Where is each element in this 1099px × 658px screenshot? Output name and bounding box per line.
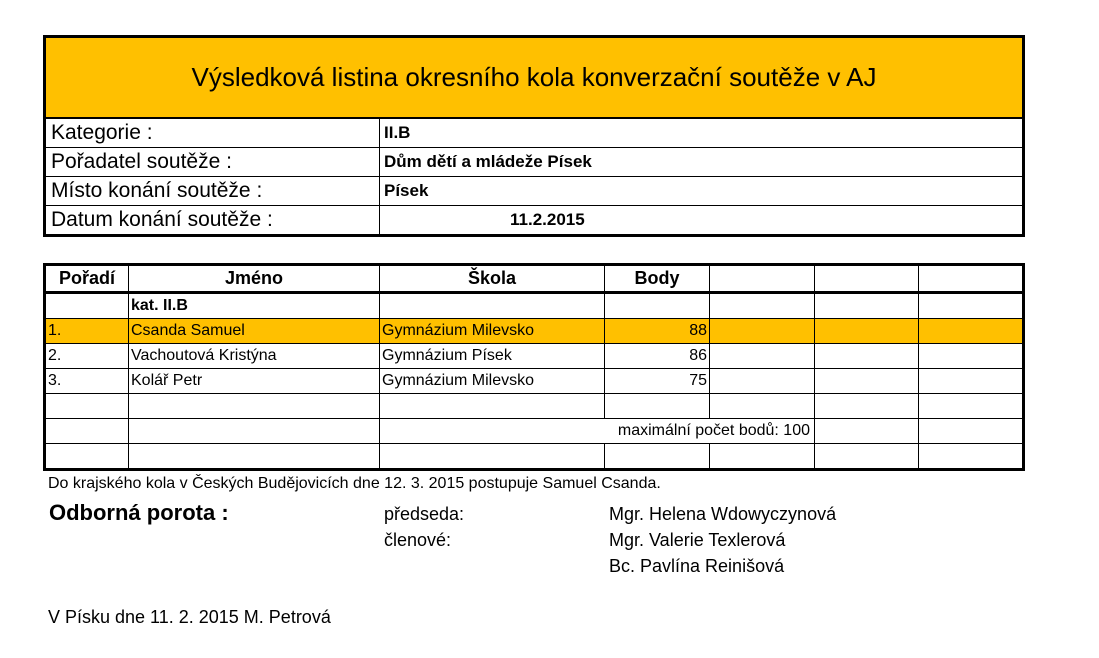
column-header-name: Jméno: [129, 265, 380, 293]
table-row: [45, 319, 1024, 344]
table-cell: [45, 394, 129, 419]
table-cell: [815, 319, 919, 344]
school-cell: Gymnázium Milevsko: [380, 319, 605, 344]
category-label: Kategorie :: [45, 118, 380, 148]
advance-note: Do krajského kola v Českých Budějovicích dne 12. 3. 2015 postupuje Samuel Csanda.: [48, 475, 661, 492]
points-cell: 75: [605, 369, 710, 394]
column-header-empty: [710, 265, 815, 293]
table-cell: [919, 319, 1024, 344]
category-group-label: kat. II.B: [129, 293, 380, 319]
header-block: [43, 35, 1025, 237]
chair-name: Mgr. Helena Wdowyczynová: [609, 504, 837, 524]
organizer-label: Pořadatel soutěže :: [45, 148, 380, 177]
table-cell: [380, 293, 605, 319]
table-cell: [919, 444, 1024, 470]
results-header-row: [45, 265, 1024, 293]
date-value: 11.2.2015: [380, 206, 1024, 236]
table-cell: [815, 344, 919, 369]
max-points-row: [45, 419, 1024, 444]
table-cell: [605, 444, 710, 470]
table-cell: [710, 394, 815, 419]
table-cell: [710, 319, 815, 344]
points-cell: 88: [605, 319, 710, 344]
signature-line: V Písku dne 11. 2. 2015 M. Petrová: [48, 607, 331, 627]
place-value: Písek: [380, 177, 1024, 206]
rank-cell: 3.: [45, 369, 129, 394]
place-row: [45, 177, 1024, 206]
school-cell: Gymnázium Milevsko: [380, 369, 605, 394]
table-cell: [815, 394, 919, 419]
table-row: [45, 444, 1024, 470]
date-label: Datum konání soutěže :: [45, 206, 380, 236]
table-cell: [45, 293, 129, 319]
column-header-school: Škola: [380, 265, 605, 293]
school-cell: Gymnázium Písek: [380, 344, 605, 369]
table-cell: [815, 293, 919, 319]
table-cell: [380, 394, 605, 419]
table-cell: [815, 444, 919, 470]
table-cell: [815, 419, 919, 444]
category-row: [45, 118, 1024, 148]
table-row: [45, 344, 1024, 369]
points-cell: 86: [605, 344, 710, 369]
jury-title: Odborná porota :: [49, 500, 229, 525]
table-cell: [815, 369, 919, 394]
column-header-rank: Pořadí: [45, 265, 129, 293]
table-cell: [710, 293, 815, 319]
table-cell: [129, 394, 380, 419]
max-points-note: maximální počet bodů: 100: [380, 419, 815, 444]
name-cell: Vachoutová Kristýna: [129, 344, 380, 369]
table-row: [45, 369, 1024, 394]
table-cell: [919, 293, 1024, 319]
name-cell: Csanda Samuel: [129, 319, 380, 344]
table-cell: [605, 394, 710, 419]
table-cell: [605, 293, 710, 319]
page-title: Výsledková listina okresního kola konverzační soutěže v AJ: [45, 37, 1024, 119]
date-row: [45, 206, 1024, 236]
category-group-row: [45, 293, 1024, 319]
table-cell: [919, 344, 1024, 369]
category-value: II.B: [380, 118, 1024, 148]
table-row: [45, 394, 1024, 419]
table-cell: [919, 369, 1024, 394]
results-table: [43, 263, 1025, 471]
table-cell: [45, 419, 129, 444]
chair-label: předseda:: [384, 504, 465, 524]
rank-cell: 2.: [45, 344, 129, 369]
table-cell: [919, 419, 1024, 444]
table-cell: [129, 419, 380, 444]
column-header-empty: [815, 265, 919, 293]
column-header-empty: [919, 265, 1024, 293]
rank-cell: 1.: [45, 319, 129, 344]
table-cell: [919, 394, 1024, 419]
column-header-points: Body: [605, 265, 710, 293]
member-name: Bc. Pavlína Reinišová: [609, 556, 785, 576]
table-cell: [710, 369, 815, 394]
table-cell: [380, 444, 605, 470]
table-cell: [710, 444, 815, 470]
table-cell: [710, 344, 815, 369]
table-cell: [45, 444, 129, 470]
table-cell: [129, 444, 380, 470]
place-label: Místo konání soutěže :: [45, 177, 380, 206]
organizer-row: [45, 148, 1024, 177]
name-cell: Kolář Petr: [129, 369, 380, 394]
members-label: členové:: [384, 530, 452, 550]
organizer-value: Dům dětí a mládeže Písek: [380, 148, 1024, 177]
member-name: Mgr. Valerie Texlerová: [609, 530, 786, 550]
